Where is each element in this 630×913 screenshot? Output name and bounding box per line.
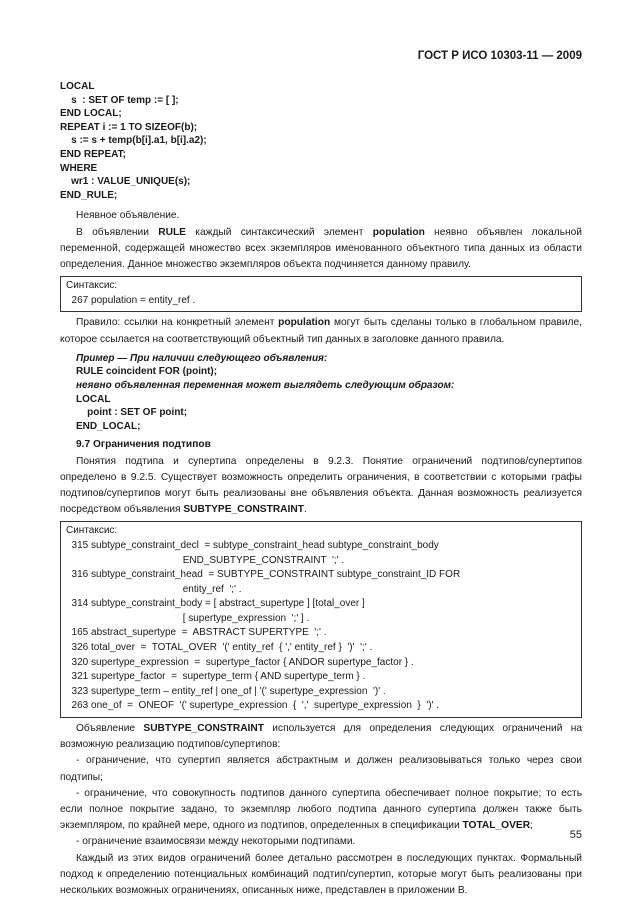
syntax-line: 263 one_of = ONEOF '(' supertype_expression { ',' supertype_expression } ')' . xyxy=(66,700,440,712)
page-content xyxy=(60,80,582,899)
syntax-box-population xyxy=(60,276,582,312)
code-line: END_RULE; xyxy=(60,189,118,201)
example-title: Пример — При наличии следующего объявления: xyxy=(76,352,328,364)
code-line: s := s + temp(b[i].a1, b[i].a2); xyxy=(60,135,207,147)
example-code-line: point : SET OF point; xyxy=(76,407,188,419)
code-line: WHERE xyxy=(60,162,98,174)
rule-paragraph: В объявлении RULE каждый синтаксический элемент population неявно объявлен локальной переменной, содержащей множество всех экземпляров именованного объектного типа данных из области определения. Данное множество экземпляров объекта подчиняется данному правилу. xyxy=(60,226,582,270)
code-line: LOCAL xyxy=(60,81,95,92)
syntax-line: 323 supertype_term – entity_ref | one_of | '(' supertype_expression ')' . xyxy=(66,685,386,697)
list-item: - ограничение, что совокупность подтипов данного супертипа обеспечивает полное покрытие; то есть если полное покрытие задано, то экземпляр любого подтипа данного супертипа должен также быть экземпляром, по крайней мере, одного из подтипов, определенных в спецификации TOTAL_OVER; xyxy=(60,787,582,832)
syntax-line: 165 abstract_supertype = ABSTRACT SUPERTYPE ';' . xyxy=(66,627,327,639)
syntax-line: 326 total_over = TOTAL_OVER '(' entity_ref { ',' entity_ref } ')' ';' . xyxy=(66,642,373,654)
code-line: REPEAT i := 1 TO SIZEOF(b); xyxy=(60,121,198,133)
syntax-title: Синтаксис: xyxy=(66,280,118,292)
syntax-line: 315 subtype_constraint_decl = subtype_constraint_head subtype_constraint_body xyxy=(66,539,439,551)
example-block xyxy=(60,352,582,434)
syntax-line: entity_ref ';' . xyxy=(66,583,242,595)
page-header: ГОСТ Р ИСО 10303-11 — 2009 xyxy=(417,50,582,62)
syntax-line: 267 population = entity_ref . xyxy=(66,294,196,306)
example-caption: неявно объявленная переменная может выглядеть следующим образом: xyxy=(76,379,455,391)
example-code-line: RULE coincident FOR (point); xyxy=(76,366,218,378)
syntax-line: [ supertype_expression ';' ] . xyxy=(66,612,310,624)
declaration-paragraph: Объявление SUBTYPE_CONSTRAINT используется для определения следующих ограничений на возможную реализацию подтипов/супертипов: xyxy=(60,723,582,751)
syntax-line: 314 subtype_constraint_body = [ abstract_supertype ] [total_over ] xyxy=(66,598,365,610)
code-line: END REPEAT; xyxy=(60,148,126,160)
page-number: 55 xyxy=(569,829,582,841)
syntax-box-subtype-constraint xyxy=(60,521,582,718)
list-item: - ограничение взаимосвязи между некоторыми подтипами. xyxy=(76,836,356,848)
syntax-line: 320 supertype_expression = supertype_factor { ANDOR supertype_factor } . xyxy=(66,656,414,668)
list-item: - ограничение, что супертип является абстрактным и должен реализовываться только через свои подтипы; xyxy=(60,755,582,783)
example-code-line: END_LOCAL; xyxy=(76,420,141,432)
code-line: s : SET OF temp := [ ]; xyxy=(60,94,179,106)
syntax-line: END_SUBTYPE_CONSTRAINT ';' . xyxy=(66,554,345,566)
syntax-line: 316 subtype_constraint_head = SUBTYPE_CONSTRAINT subtype_constraint_ID FOR xyxy=(66,569,461,581)
final-paragraph: Каждый из этих видов ограничений более детально рассмотрен в последующих пунктах. Формальный подход к определению потенциальных комбинаций подтип/супертип, которые могут быть реализованы при нескольких возможных ограничениях, описанных ниже, представлен в приложении В. xyxy=(60,852,582,897)
code-block-rule xyxy=(60,80,582,202)
example-code-line: LOCAL xyxy=(76,393,111,405)
code-line: wr1 : VALUE_UNIQUE(s); xyxy=(60,176,191,188)
syntax-title: Синтаксис: xyxy=(66,525,118,537)
rule-note-paragraph: Правило: ссылки на конкретный элемент population могут быть сделаны только в глобальном правиле, которое ссылается на соответствующий объектный тип данных в заголовке данного правила. xyxy=(60,317,582,345)
syntax-line: 321 supertype_factor = supertype_term { AND supertype_term } . xyxy=(66,671,366,683)
section-paragraph: Понятия подтипа и супертипа определены в 9.2.3. Понятие ограничений подтипов/супертипов определено в 9.2.5. Существует возможность определить ограничения, в соответствии с которыми графы подтипов/супертипов могут быть реализованы вне объявления объекта. Данная возможность реализуется посредством объявления SUBTYPE_CONSTRAINT. xyxy=(60,455,582,516)
code-line: END LOCAL; xyxy=(60,108,122,120)
section-title: 9.7 Ограничения подтипов xyxy=(76,439,211,451)
implicit-declaration-heading: Неявное объявление. xyxy=(76,210,180,222)
